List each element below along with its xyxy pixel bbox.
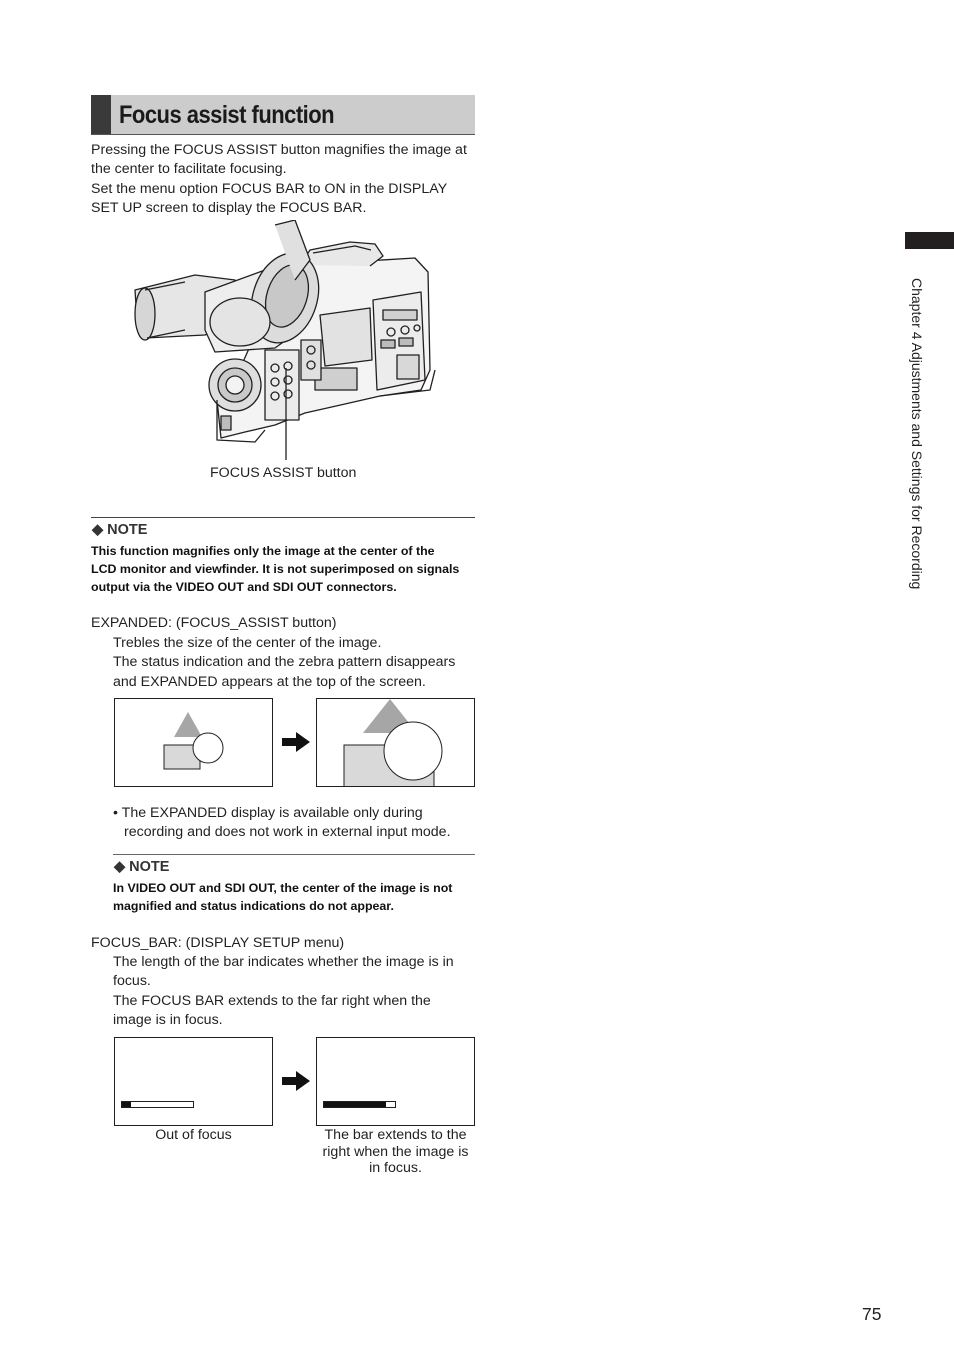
note-line: In VIDEO OUT and SDI OUT, the center of the image is not — [113, 881, 453, 895]
expanded-line: Trebles the size of the center of the image. — [113, 635, 382, 651]
focus-bar-fill — [324, 1102, 386, 1107]
note-divider — [113, 854, 475, 855]
focus-bar-description — [113, 953, 483, 1030]
note-divider — [91, 517, 475, 518]
caption-line: The bar extends to the — [324, 1127, 467, 1143]
note-line: LCD monitor and viewfinder. It is not superimposed on signals — [91, 562, 460, 576]
note-body — [91, 542, 481, 596]
intro-line: SET UP screen to display the FOCUS BAR. — [91, 199, 367, 216]
focus-bar-line: focus. — [113, 973, 151, 990]
chapter-label: Chapter 4 Adjustments and Settings for Recording — [909, 278, 925, 590]
page-title: Focus assist function — [119, 101, 335, 129]
focus-bar-fill — [122, 1102, 131, 1107]
caption-line: in focus. — [369, 1160, 422, 1176]
focus-bar-heading: FOCUS_BAR: (DISPLAY SETUP menu) — [91, 935, 345, 951]
title-tab-marker — [91, 95, 111, 134]
circle-shape — [193, 733, 223, 763]
focus-bar-line: The FOCUS BAR extends to the far right when the — [113, 992, 431, 1009]
caption-in-focus — [306, 1127, 485, 1177]
arrow-right-icon — [282, 1071, 310, 1091]
note-line: This function magnifies only the image at the center of the — [91, 544, 435, 558]
circle-shape — [384, 722, 442, 780]
focus-bar — [121, 1101, 194, 1108]
intro-line: Pressing the FOCUS ASSIST button magnifies the image at — [91, 142, 467, 158]
page-number: 75 — [862, 1304, 882, 1324]
caption-line: right when the image is — [322, 1143, 469, 1160]
caption-out-of-focus: Out of focus — [155, 1127, 232, 1143]
intro-paragraph — [91, 141, 481, 218]
expanded-view-frame — [316, 698, 475, 787]
focus-bar-line: image is in focus. — [113, 1011, 223, 1028]
expanded-line: The status indication and the zebra pattern disappears — [113, 654, 456, 671]
note-line: magnified and status indications do not appear. — [113, 899, 394, 913]
note-body — [113, 879, 483, 915]
in-focus-frame — [316, 1037, 475, 1126]
normal-view-frame — [114, 698, 273, 787]
bullet-line: • The EXPANDED display is available only during — [113, 805, 423, 821]
expanded-line: and EXPANDED appears at the top of the screen. — [113, 673, 426, 690]
expanded-heading: EXPANDED: (FOCUS_ASSIST button) — [91, 615, 337, 631]
focus-bar — [323, 1101, 396, 1108]
chapter-tab-marker — [905, 232, 954, 249]
section-title-bar — [91, 95, 475, 135]
expanded-bullet — [113, 804, 483, 843]
focus-assist-button-callout: FOCUS ASSIST button — [210, 465, 357, 481]
camera-illustration — [125, 220, 440, 460]
bullet-line: recording and does not work in external input mode. — [124, 824, 451, 841]
note-heading: ◆ NOTE — [114, 859, 170, 875]
note-line: output via the VIDEO OUT and SDI OUT connectors. — [91, 580, 397, 594]
note-heading: ◆ NOTE — [92, 522, 148, 538]
expanded-description — [113, 634, 483, 692]
intro-line: Set the menu option FOCUS BAR to ON in the DISPLAY — [91, 180, 448, 197]
out-of-focus-frame — [114, 1037, 273, 1126]
triangle-shape — [174, 712, 202, 737]
focus-bar-line: The length of the bar indicates whether the image is in — [113, 954, 454, 970]
normal-view-shapes — [115, 699, 272, 786]
expanded-view-shapes — [317, 699, 474, 786]
intro-line: the center to facilitate focusing. — [91, 161, 287, 178]
arrow-right-icon — [282, 732, 310, 752]
